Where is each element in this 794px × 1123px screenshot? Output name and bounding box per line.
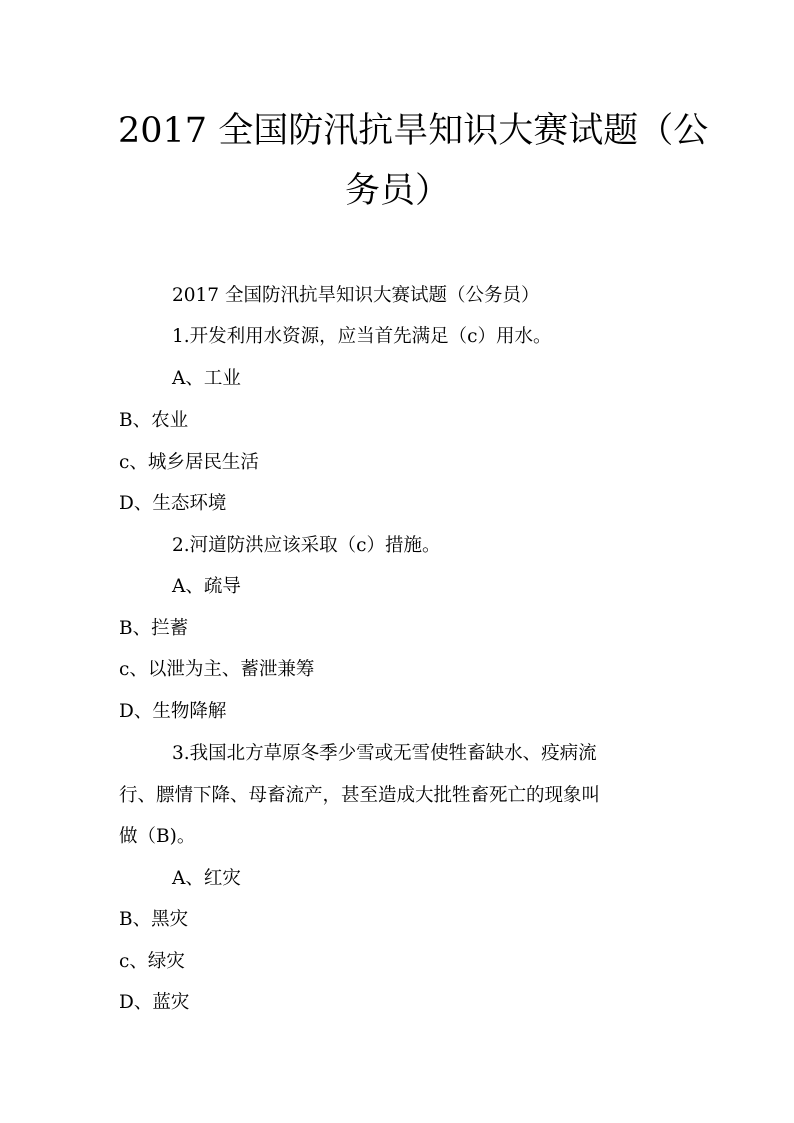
document-subtitle: 2017 全国防汛抗旱知识大赛试题（公务员） [172,285,540,306]
question-2-option-b: B、拦蓄 [119,618,189,639]
question-1-option-b: B、农业 [119,410,189,431]
question-3-option-b: B、黑灾 [119,909,189,930]
question-1-option-c: c、城乡居民生活 [119,452,259,473]
question-1: 1.开发利用水资源，应当首先满足（c）用水。 [172,326,552,347]
question-3-option-d: D、蓝灾 [119,992,190,1013]
question-3-option-a: A、红灾 [172,868,241,889]
question-3-line-2: 行、膘情下降、母畜流产，甚至造成大批牲畜死亡的现象叫 [119,785,601,806]
question-2: 2.河道防洪应该采取（c）措施。 [172,535,441,556]
question-2-option-c: c、以泄为主、蓄泄兼筹 [119,659,315,680]
question-2-option-d: D、生物降解 [119,701,227,722]
question-2-option-a: A、疏导 [172,576,241,597]
question-3-line-3: 做（B)。 [119,826,196,847]
question-1-option-a: A、工业 [172,368,241,389]
question-3-line-1: 3.我国北方草原冬季少雪或无雪使牲畜缺水、疫病流 [172,743,597,764]
question-1-option-d: D、生态环境 [119,493,227,514]
question-3-option-c: c、绿灾 [119,951,185,972]
document-title-line-2: 务员） [345,171,451,211]
document-title-line-1: 2017 全国防汛抗旱知识大赛试题（公 [118,111,709,151]
